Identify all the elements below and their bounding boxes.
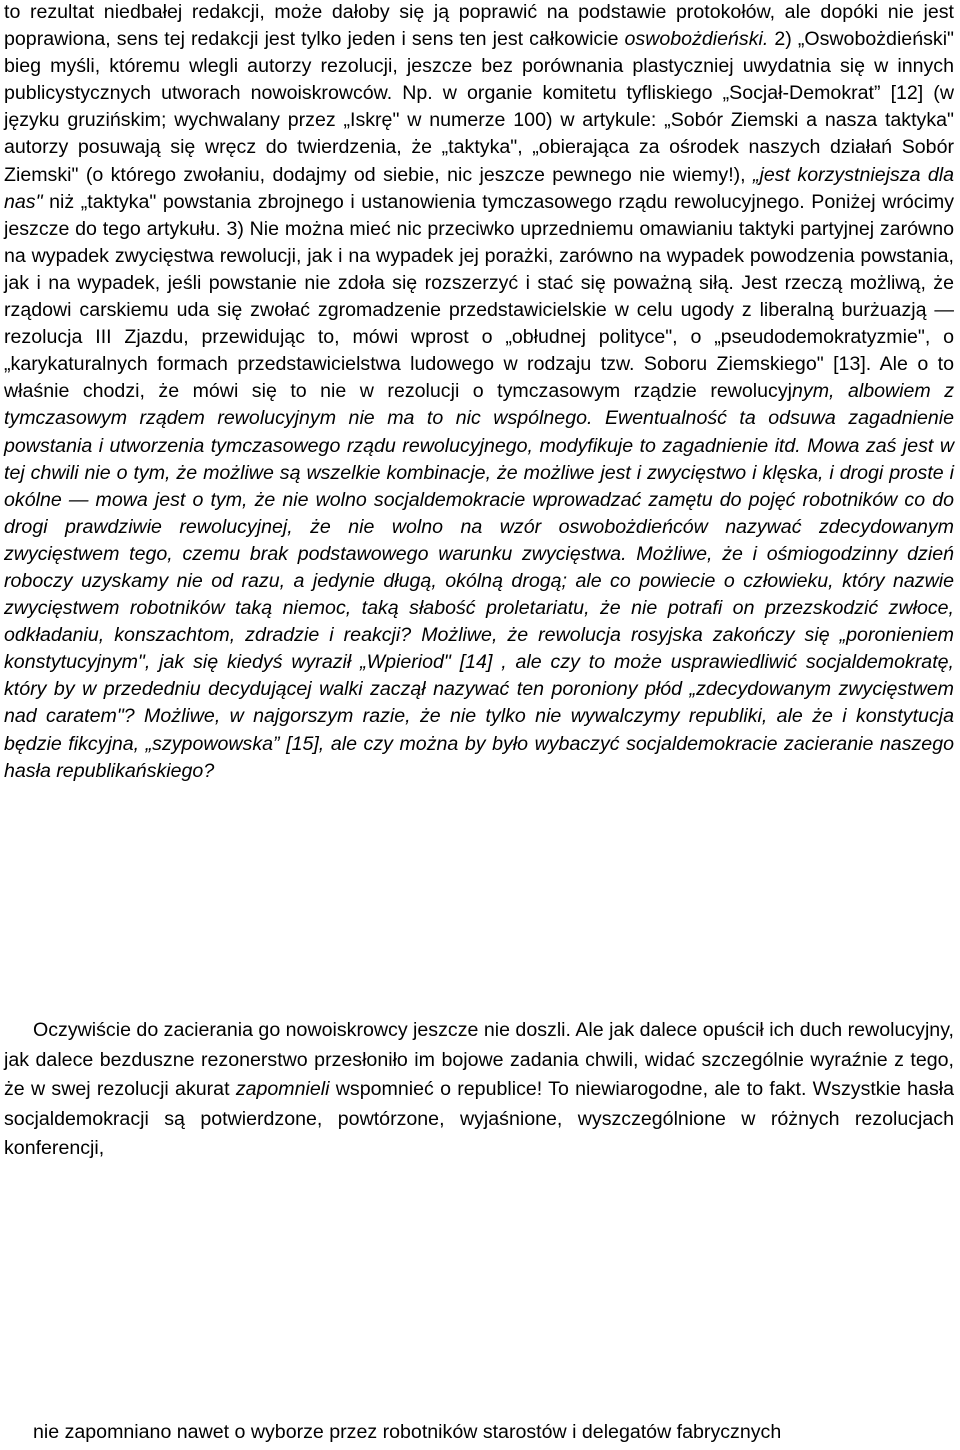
paragraph-1-segment: to rezultat niedbałej redakcji, może dałoby się ją poprawić na podstawie protokołów, ale dopóki nie jest poprawiona, sens tej redakcji jest tylko jeden i sens ten jest całkowicie	[4, 1, 954, 51]
paragraph-2-segment: wspomnieć o republice! To niewiarogodne, ale to fakt. Wszystkie hasła socjaldemokracji są potwierdzone, powtórzone, wyjaśnione, wyszczególnione w różnych rezolucjach konferencji,	[4, 1078, 954, 1159]
paragraph-1-segment: oswobożdieński.	[624, 28, 769, 51]
paragraph-2	[4, 1016, 954, 1164]
paragraph-1-segment: „jest korzystniejsza dla nas"	[4, 163, 954, 213]
paragraph-3: nie zapomniano nawet o wyborze przez robotników starostów i delegatów fabrycznych	[33, 1421, 782, 1443]
paragraph-1	[4, 0, 954, 785]
paragraph-1-segment: nym, albowiem z tymczasowym rządem rewolucyjnym nie ma to nic wspólnego. Ewentualność ta odsuwa zagadnienie powstania i utworzenia tymczasowego rządu rewolucyjnego, modyfikuje to zagadnienie itd. Mowa zaś jest w tej chwili nie o tym, że możliwe są wszelkie kombinacje, że możliwe jest i zwycięstwo i klęska, i drogi proste i okólne — mowa jest o tym, że nie wolno socjaldemokracie wprowadzać zamętu do pojęć robotników co do drogi prawdziwie rewolucyjnej, że nie wolno na wzór oswobożdieńców nazywać zdecydowanym zwycięstwem tego, czemu brak podstawowego warunku zwycięstwa. Możliwe, że i ośmiogodzinny dzień roboczy uzyskamy nie od razu, a jedynie długą, okólną drogą; ale co powiecie o człowieku, który nazwie zwycięstwem robotników taką niemoc, taką słabość proletariatu, że nie potrafi on przezskodzić zwłoce, odkładaniu, konszachtom, zdradzie i reakcji? Możliwe, że rewolucja rosyjska zakończy się „poronieniem konstytucyjnym", jak się kiedyś wyraził „Wpieriod" [14] , ale czy to może usprawiedliwić socjaldemokratę, który by w przededniu decydującej walki zaczął nazywać ten poroniony płód „zdecydowanym zwycięstwem nad caratem"? Możliwe, w najgorszym razie, że nie tylko nie wywalczymy republiki, ale że i konstytucja będzie fikcyjna, „szypowowska” [15], ale czy można by było wybaczyć socjaldemokracie zacieranie naszego hasła republikańskiego?	[4, 380, 954, 782]
paragraph-1-segment: 2) „Oswobożdieński" bieg myśli, któremu wlegli autorzy rezolucji, jeszcze bez porównania plastyczniej uwydatnia się w innych publicystycznych utworach nowoiskrowców. Np. w organie komitetu tyfliskiego „Socjał-Demokrat” [12] (w języku gruzińskim; wychwalany przez „Iskrę" w numerze 100) w artykule: „Sobór Ziemski a nasza taktyka" autorzy posuwają się wręcz do twierdzenia, że „taktyka", „obierająca za ośrodek naszych działań Sobór Ziemski" (o którego zwołaniu, dodajmy od siebie, nic jeszcze pewnego nie wiemy!),	[4, 28, 954, 186]
paragraph-1-segment: niż „taktyka" powstania zbrojnego i ustanowienia tymczasowego rządu rewolucyjnego. Poniżej wrócimy jeszcze do tego artykułu. 3) Nie można mieć nic przeciwko uprzedniemu omawianiu taktyki partyjnej zarówno na wypadek zwycięstwa rewolucji, jak i na wypadek jej porażki, zarówno na wypadek powodzenia powstania, jak i na wypadek, jeśli powstanie nie zdoła się rozszerzyć i stać się poważną siłą. Jest rzeczą możliwą, że rządowi carskiemu uda się zwołać zgromadzenie przedstawicielskie w celu ugody z liberalną burżuazją — rezolucja III Zjazdu, przewidując to, mówi wprost o „obłudnej polityce", o „pseudodemokratyzmie", o „karykaturalnych formach przedstawicielstwa ludowego w rodzaju tzw. Soboru Ziemskiego" [13]. Ale o to właśnie chodzi, że mówi się to nie w rezolucji o tymczasowym rządzie rewolucyj	[4, 190, 954, 403]
paragraph-2-segment: Oczywiście do zacierania go nowoiskrowcy jeszcze nie doszli. Ale jak dalece opuścił ich duch rewolucyjny, jak dalece bezduszne rezonerstwo przesłoniło im bojowe zadania chwili, widać szczególnie wyraźnie z tego, że w swej rezolucji akurat	[4, 1019, 954, 1100]
paragraph-2-segment: zapomnieli	[235, 1078, 330, 1100]
